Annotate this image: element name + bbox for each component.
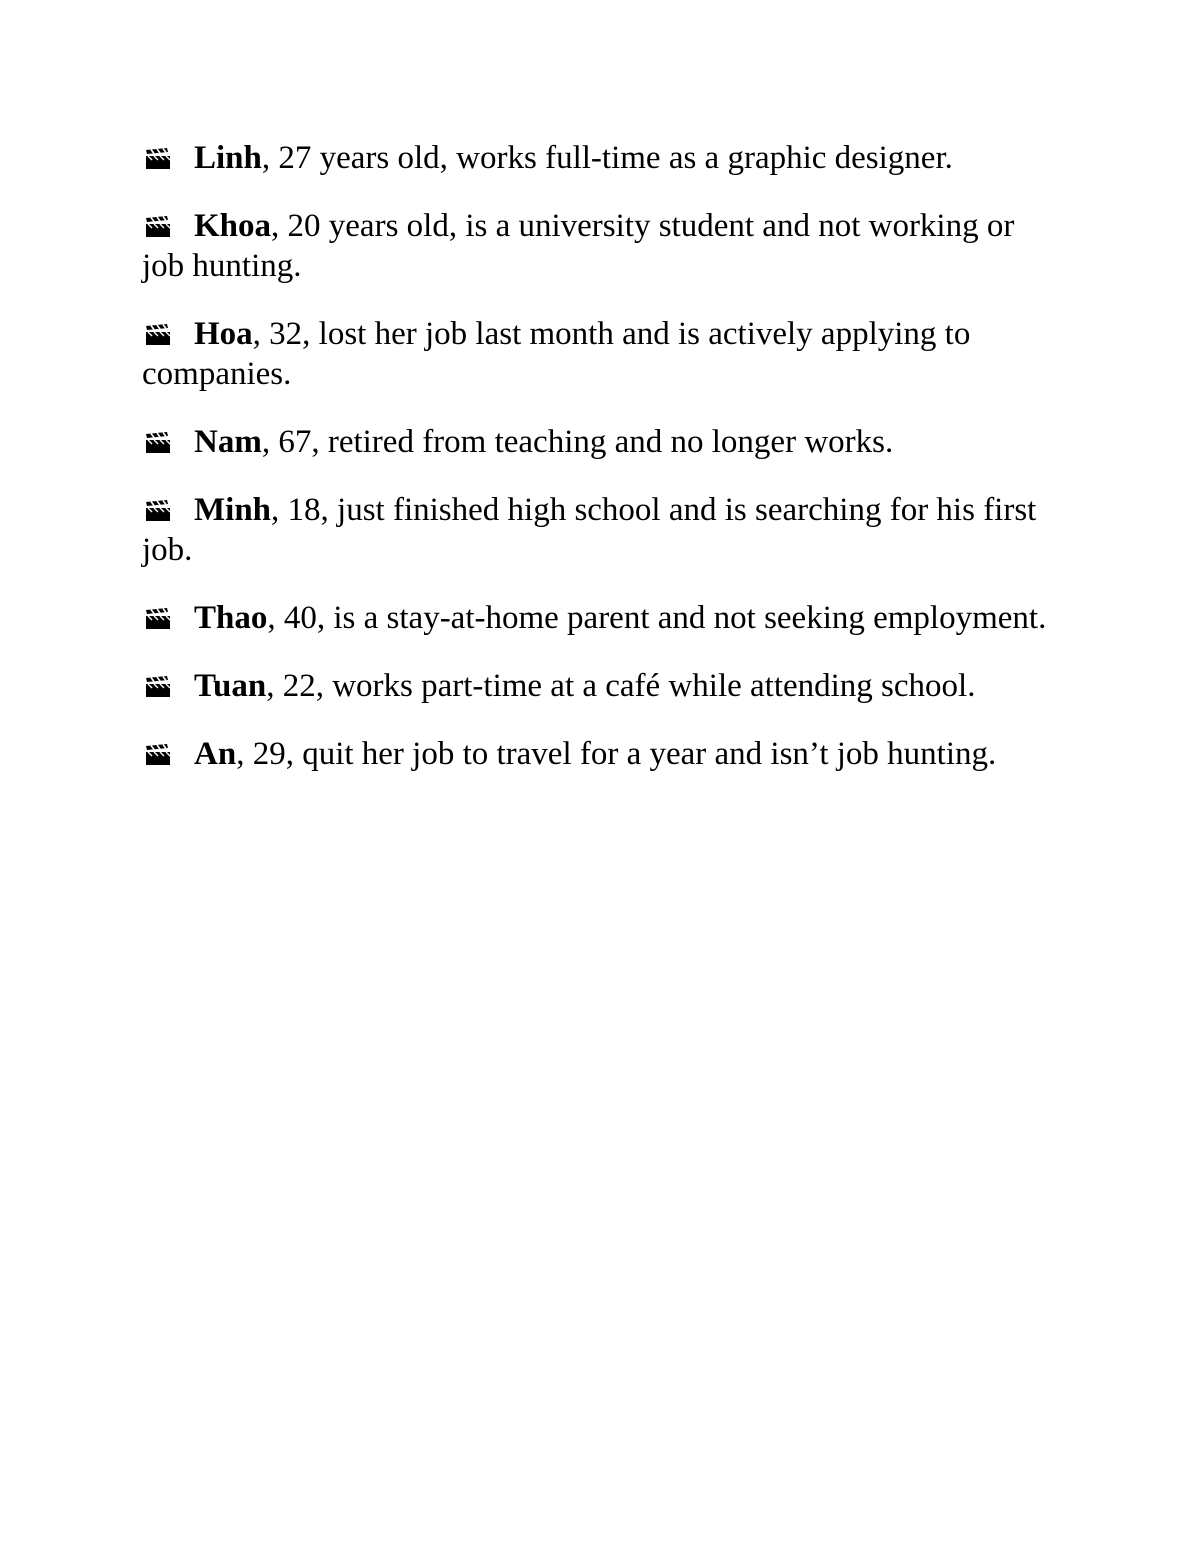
person-name: Thao [194,600,268,636]
person-description: , 40, is a stay-at-home parent and not seeking employment. [267,600,1047,636]
clapperboard-icon [145,432,171,454]
clapperboard-icon [145,148,171,170]
person-description: , 22, works part-time at a café while attending school. [266,668,976,704]
person-name: Nam [194,424,262,460]
clapperboard-icon [145,500,171,522]
person-description: , 27 years old, works full-time as a graphic designer. [261,140,953,176]
person-description: , 20 years old, is a university student and not working or job hunting. [142,208,1015,284]
person-name: Minh [194,492,272,528]
person-description: , 29, quit her job to travel for a year and isn’t job hunting. [236,736,997,772]
person-description: , 32, lost her job last month and is actively applying to companies. [142,316,971,392]
list-item [142,666,1062,706]
list-item [142,598,1062,638]
person-description: , 67, retired from teaching and no longer works. [261,424,894,460]
person-name: Khoa [194,208,272,244]
person-name: Linh [194,140,262,176]
person-name: Tuan [194,668,267,704]
person-list [142,138,1062,802]
clapperboard-icon [145,324,171,346]
list-item [142,490,1062,570]
list-item [142,734,1062,774]
person-name: Hoa [194,316,253,352]
list-item [142,422,1062,462]
list-item [142,138,1062,178]
clapperboard-icon [145,216,171,238]
person-description: , 18, just finished high school and is searching for his first job. [142,492,1037,568]
person-name: An [194,736,237,772]
clapperboard-icon [145,676,171,698]
list-item [142,314,1062,394]
clapperboard-icon [145,608,171,630]
clapperboard-icon [145,744,171,766]
list-item [142,206,1062,286]
